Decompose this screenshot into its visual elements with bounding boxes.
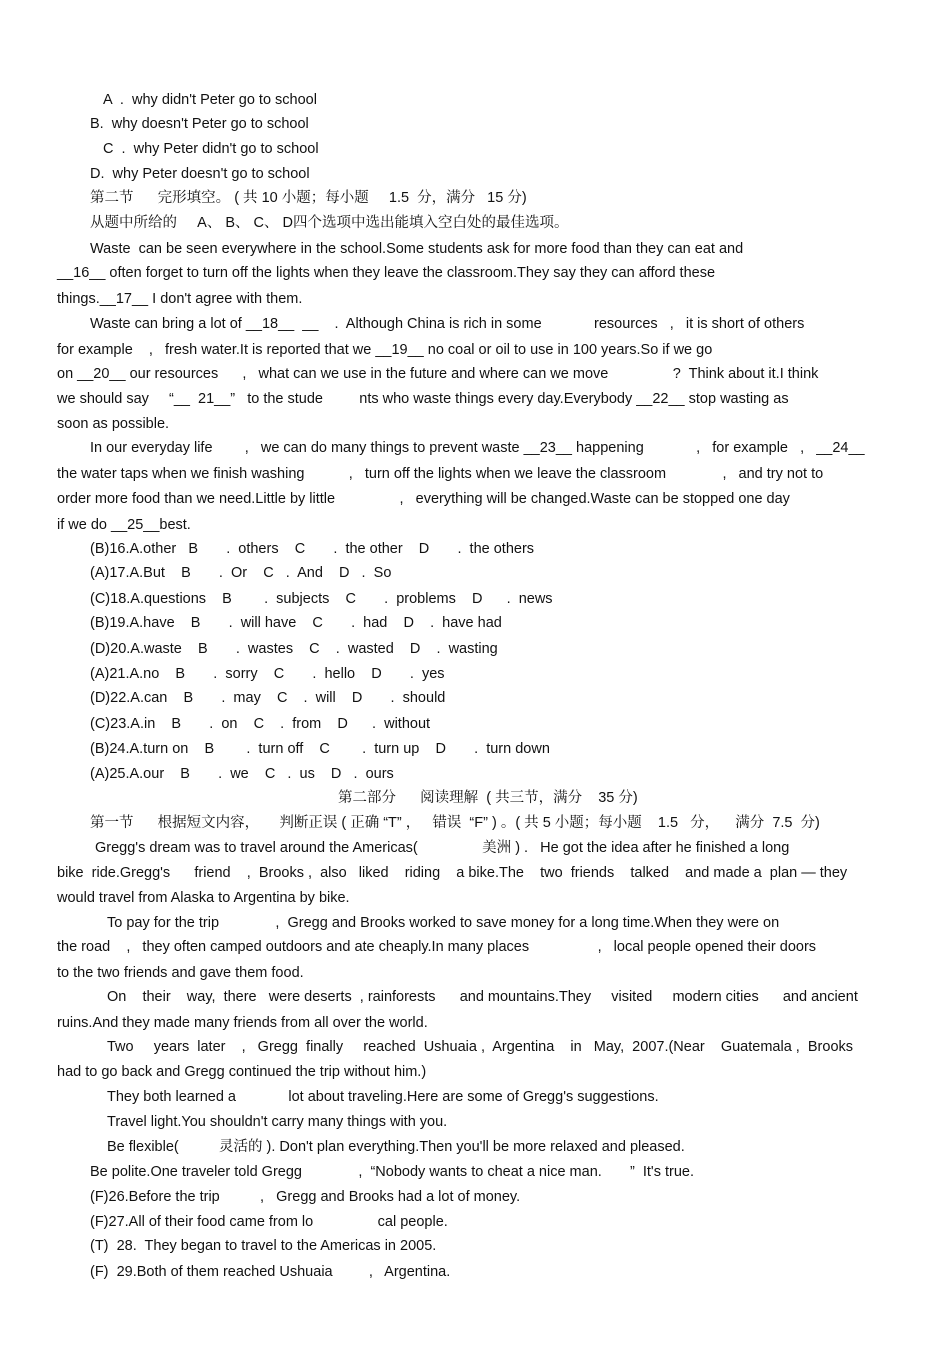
text-line: (B)16.A.other B . others C . the other D . the others <box>90 541 535 557</box>
text-line: soon as possible. <box>57 416 170 432</box>
text-line: Waste can bring a lot of __18__ __ . Although China is rich in some resources , it is short of others <box>90 316 805 332</box>
text-line: C . why Peter didn't go to school <box>103 141 319 157</box>
text-line: bike ride.Gregg's friend , Brooks , also liked riding a bike.The two friends talked and made a plan — they <box>57 865 848 881</box>
text-line: for example , fresh water.It is reported that we __19__ no coal or oil to use in 100 years.So if we go <box>57 342 713 358</box>
text-line: Be flexible( 灵活的 ). Don't plan everything.Then you'll be more relaxed and pleased. <box>107 1139 685 1155</box>
text-line: (F) 29.Both of them reached Ushuaia , Argentina. <box>90 1264 451 1280</box>
text-line: had to go back and Gregg continued the trip without him.) <box>57 1064 427 1080</box>
text-line: Two years later , Gregg finally reached Ushuaia , Argentina in May, 2007.(Near Guatemala , Brooks <box>107 1039 854 1055</box>
text-line: On their way, there were deserts , rainforests and mountains.They visited modern cities and ancient <box>107 989 858 1005</box>
text-line: to the two friends and gave them food. <box>57 965 304 981</box>
text-line: if we do __25__best. <box>57 517 191 533</box>
text-line: (A)25.A.our B . we C . us D . ours <box>90 766 394 782</box>
text-line: D. why Peter doesn't go to school <box>90 166 310 182</box>
text-line: Travel light.You shouldn't carry many things with you. <box>107 1114 448 1130</box>
text-line: In our everyday life , we can do many things to prevent waste __23__ happening , for example , __24__ <box>90 440 865 456</box>
text-line: __16__ often forget to turn off the lights when they leave the classroom.They say they can afford these <box>57 265 716 281</box>
text-line: Waste can be seen everywhere in the school.Some students ask for more food than they can eat and <box>90 241 744 257</box>
text-line: order more food than we need.Little by little , everything will be changed.Waste can be stopped one day <box>57 491 790 507</box>
text-line: (C)23.A.in B . on C . from D . without <box>90 716 431 732</box>
text-line: (D)20.A.waste B . wastes C . wasted D . wasting <box>90 641 498 657</box>
text-line: ruins.And they made many friends from all over the world. <box>57 1015 428 1031</box>
text-line: things.__17__ I don't agree with them. <box>57 291 303 307</box>
text-line: (F)27.All of their food came from lo cal people. <box>90 1214 448 1230</box>
text-line: (A)21.A.no B . sorry C . hello D . yes <box>90 666 445 682</box>
text-line: the road , they often camped outdoors and ate cheaply.In many places , local people opened their doors <box>57 939 817 955</box>
text-line: (D)22.A.can B . may C . will D . should <box>90 690 446 706</box>
text-line: 第一节 根据短文内容， 判断正误 ( 正确 “T” ， 错误 “F” ) 。( 共 5 小题；每小题 1.5 分， 满分 7.5 分) <box>90 815 820 831</box>
text-line: (A)17.A.But B . Or C . And D . So <box>90 565 392 581</box>
text-line: (F)26.Before the trip , Gregg and Brooks had a lot of money. <box>90 1189 521 1205</box>
text-line: we should say “__ 21__” to the stude nts who waste things every day.Everybody __22__ stop wasting as <box>57 391 789 407</box>
text-line: Gregg's dream was to travel around the Americas( 美洲 ) . He got the idea after he finished a long <box>95 840 790 856</box>
text-line: 第二节 完形填空。 ( 共 10 小题；每小题 1.5 分，满分 15 分) <box>90 190 527 206</box>
text-line: (B)24.A.turn on B . turn off C . turn up D . turn down <box>90 741 550 757</box>
text-line: (C)18.A.questions B . subjects C . problems D . news <box>90 591 553 607</box>
text-line: A . why didn't Peter go to school <box>103 92 317 108</box>
text-line: Be polite.One traveler told Gregg , “Nobody wants to cheat a nice man. ” It's true. <box>90 1164 694 1180</box>
text-line: 从题中所给的 A、 B、 C、 D四个选项中选出能填入空白处的最佳选项。 <box>90 215 569 231</box>
text-line: They both learned a lot about traveling.Here are some of Gregg's suggestions. <box>107 1089 659 1105</box>
text-line: (T) 28. They began to travel to the Americas in 2005. <box>90 1238 437 1254</box>
text-line: B. why doesn't Peter go to school <box>90 116 309 132</box>
text-line: 第二部分 阅读理解 ( 共三节，满分 35 分) <box>338 790 638 806</box>
text-line: the water taps when we finish washing , turn off the lights when we leave the classroom , and try not to <box>57 466 824 482</box>
text-line: To pay for the trip , Gregg and Brooks worked to save money for a long time.When they were on <box>107 915 780 931</box>
text-line: (B)19.A.have B . will have C . had D . have had <box>90 615 502 631</box>
text-line: would travel from Alaska to Argentina by bike. <box>57 890 350 906</box>
text-line: on __20__ our resources , what can we use in the future and where can we move ? Think about it.I think <box>57 366 819 382</box>
